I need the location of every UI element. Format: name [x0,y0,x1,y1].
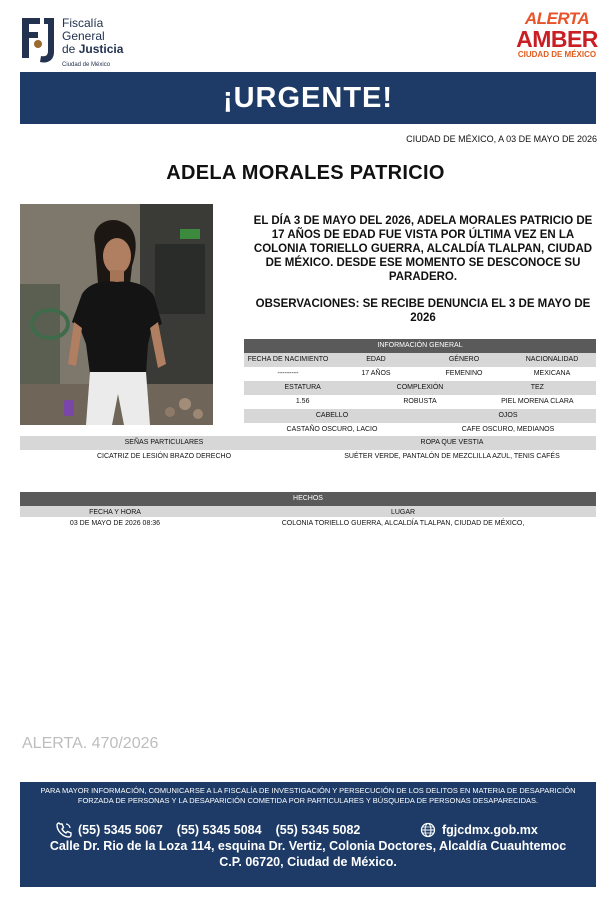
incident-description: EL DÍA 3 DE MAYO DEL 2026, ADELA MORALES PATRICIO DE 17 AÑOS DE EDAD FUE VISTA POR ÚLTIMA VEZ EN LA COLONIA TORIELLO GUERRA, ALCALDÍA TLALPAN, CIUDAD DE MÉXICO. DESDE ESE MOMENTO SE DESCONOCE SU PARADERO. [253,215,593,283]
value-place: COLONIA TORIELLO GUERRA, ALCALDÍA TLALPAN, CIUDAD DE MÉXICO, [281,520,525,527]
amber-line-3: CIUDAD DE MÉXICO [517,50,597,59]
address [20,838,596,870]
label-height: ESTATURA [284,384,321,391]
value-clothing: SUÉTER VERDE, PANTALÓN DE MEZCLILLA AZUL, TENIS CAFÉS [344,453,560,460]
urgent-banner: ¡URGENTE! [20,72,596,124]
fgj-line-1: Fiscalía [62,16,104,30]
value-age: 17 AÑOS [361,370,391,377]
contact-info-text: PARA MAYOR INFORMACIÓN, COMUNICARSE A LA FISCALÍA DE INVESTIGACIÓN Y PERSECUCIÓN DE LOS DELITOS EN MATERIA DE DESAPARICIÓN FORZADA DE PERSONAS Y LA DESAPARICIÓN COMETIDA POR PARTICULARES Y BÚSQUEDA DE PERSONAS DESAPARECIDAS. [40,786,576,805]
phone-number-2[interactable]: (55) 5345 5084 [176,823,262,837]
facts-values [20,517,596,531]
value-complexion: PIEL MORENA CLARA [501,398,574,405]
header [0,0,611,72]
amber-line-2: AMBER [516,26,598,52]
label-gender: GÉNERO [448,356,480,363]
value-date-time: 03 DE MAYO DE 2026 08:36 [69,520,161,527]
alert-number: ALERTA. 470/2026 [22,735,159,752]
label-age: EDAD [366,356,386,363]
missing-person-photo [20,204,213,425]
phone-number-1[interactable]: (55) 5345 5067 [78,823,163,837]
globe-icon [420,822,436,838]
fgj-wordmark [62,17,123,72]
address-line-2: C.P. 06720, Ciudad de México. [219,855,397,869]
label-nationality: NACIONALIDAD [525,356,579,363]
value-build: ROBUSTA [403,398,437,405]
website-link[interactable]: fgjcdmx.gob.mx [442,823,538,837]
general-info-title: INFORMACIÓN GENERAL [244,339,596,353]
fgj-line-2: General [62,29,105,43]
website [420,822,538,838]
features-values [20,450,596,464]
missing-person-name: ADELA MORALES PATRICIO [166,162,445,184]
label-hair: CABELLO [315,412,349,419]
general-info-row3-values [244,423,596,437]
label-distinguishing-marks: SEÑAS PARTICULARES [124,439,204,446]
general-info-row2-values [244,395,596,409]
value-distinguishing-marks: CICATRIZ DE LESIÓN BRAZO DERECHO [96,453,232,460]
observations: OBSERVACIONES: SE RECIBE DENUNCIA EL 3 DE MAYO DE 2026 [255,298,591,324]
label-eyes: OJOS [498,412,518,419]
general-info-row2-labels [244,381,596,395]
features-labels [20,436,596,450]
fgj-line-4: Ciudad de México [62,62,111,68]
value-gender: FEMENINO [445,370,483,377]
phone-icon [56,822,72,838]
fgj-line-3-prefix: de [62,42,79,56]
address-line-1: Calle Dr. Rio de la Loza 114, esquina Dr. Vertiz, Colonia Doctores, Alcaldía Cuauhtemoc [49,839,567,853]
label-birthdate: FECHA DE NACIMIENTO [247,356,329,363]
general-info-row3-labels [244,409,596,423]
general-info-row1-labels [244,353,596,367]
fgj-line-3 [62,43,123,56]
value-eyes: CAFE OSCURO, MEDIANOS [461,426,555,433]
label-clothing: ROPA QUE VESTIA [420,439,484,446]
fgj-logo-icon [18,14,58,66]
label-date-time: FECHA Y HORA [89,509,141,516]
photo-illustration [20,204,213,425]
alerta-amber-logo [513,10,601,70]
fgj-line-3-bold: Justicia [78,42,124,56]
value-height: 1.56 [295,398,310,405]
label-place: LUGAR [390,509,416,516]
issue-date: CIUDAD DE MÉXICO, A 03 DE MAYO DE 2026 [406,134,597,144]
general-info-row1-values [244,367,596,381]
value-nationality: MEXICANA [533,370,571,377]
phone-number-3[interactable]: (55) 5345 5082 [275,823,361,837]
phone-numbers [56,822,374,838]
label-build: COMPLEXIÓN [396,384,444,391]
value-birthdate: --------- [277,370,299,377]
amber-line-1: ALERTA [524,9,590,28]
contact-footer [20,782,596,887]
label-complexion: TEZ [530,384,544,391]
facts-title: HECHOS [20,492,596,506]
value-hair: CASTAÑO OSCURO, LACIO [286,426,378,433]
